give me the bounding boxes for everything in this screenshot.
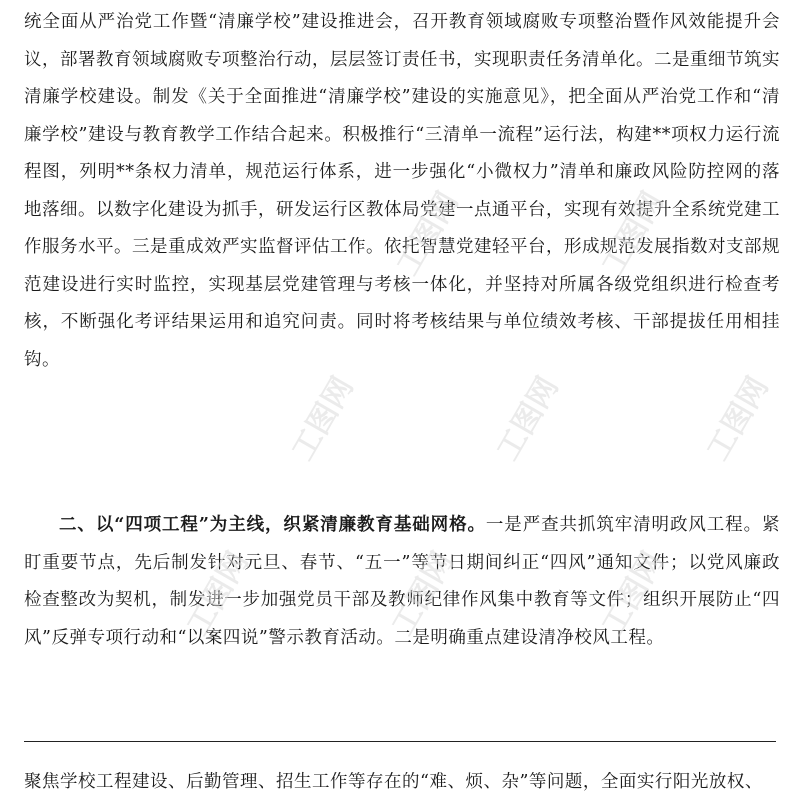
watermark: 工图网 xyxy=(595,546,671,642)
body-paragraph-1: 统全面从严治党工作暨“清廉学校”建设推进会，召开教育领域腐败专项整治暨作风效能提升会议，部署教育领域腐败专项整治行动，层层签订责任书，实现职责任务清单化。二是重细节筑实清廉学校建设。制发《关于全面推进“清廉学校”建设的实施意见》，把全面从严治党工作和“清廉学校”建设与教育教学工作结合起来。积极推行“三清单一流程”运行法，构建**项权力运行流程图，列明**条权力清单，规范运行体系，进一步强化“小微权力”清单和廉政风险防控网的落地落细。以数字化建设为抓手，研发运行区教体局党建一点通平台，实现有效提升全系统党建工作服务水平。三是重成效严实监督评估工作。依托智慧党建轻平台，形成规范发展指数对支部规范建设进行实时监控，实现基层党建管理与考核一体化，并坚持对所属各级党组织进行检查考核，不断强化考评结果运用和追究问责。同时将考核结果与单位绩效考核、干部提拔任用相挂钩。 xyxy=(24,12,780,370)
section-body: 一是严查共抓筑牢清明政风工程。紧盯重要节点，先后制发针对元旦、春节、“五一”等节日期间纠正“四风”通知文件；以党风廉政检查整改为契机，制发进一步加强党员干部及教师纪律作风集中教育等文件；组织开展防止“四风”反弹专项行动和“以案四说”警示教育活动。二是明确重点建设清净校风工程。 xyxy=(24,515,780,648)
watermark: 工图网 xyxy=(390,186,466,282)
body-paragraph-2 xyxy=(24,507,780,657)
watermark: 工图网 xyxy=(285,371,361,467)
page-divider xyxy=(24,741,776,742)
body-paragraph-3: 聚焦学校工程建设、后勤管理、招生工作等存在的“难、烦、杂”等问题，全面实行阳光放权、 xyxy=(24,772,763,792)
watermark: 工图网 xyxy=(700,371,776,467)
watermark: 工图网 xyxy=(490,371,566,467)
watermark: 工图网 xyxy=(385,546,461,642)
watermark: 工图网 xyxy=(180,546,256,642)
section-heading: 二、以“四项工程”为主线，织紧清廉教育基础网格。 xyxy=(59,515,486,535)
watermark: 工图网 xyxy=(595,186,671,282)
